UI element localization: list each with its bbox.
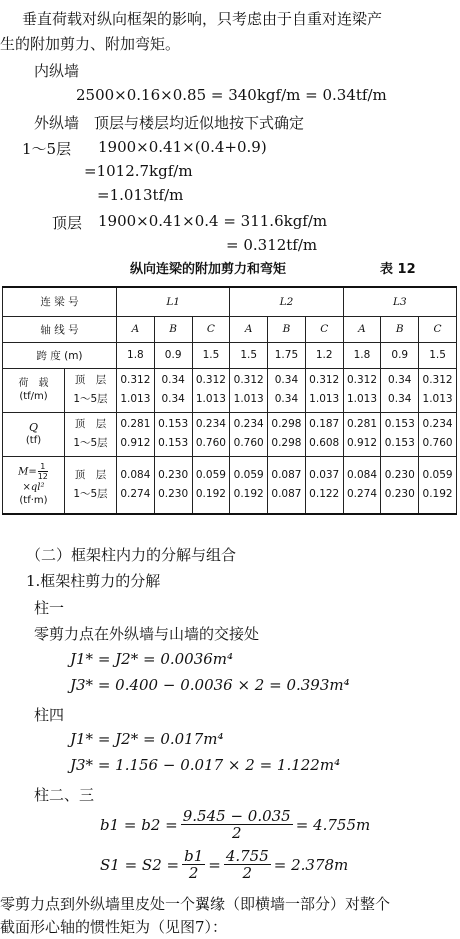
moment-top-value: 0.037	[309, 468, 340, 481]
moment-cell	[381, 456, 419, 514]
load-floor-value: 1.013	[120, 393, 151, 405]
moment-cell	[343, 456, 381, 514]
inner-wall-equation: 2500×0.16×0.85 = 340kgf/m = 0.34tf/m	[76, 86, 387, 104]
load-top-value: 0.312	[309, 374, 340, 386]
moment-frac-den: 12	[37, 472, 48, 482]
section-heading: （二）框架柱内力的分解与组合	[26, 546, 237, 564]
s-rhs: = 2.378m	[273, 855, 349, 874]
moment-floor-value: 0.274	[346, 487, 377, 500]
column-one-eq2: J3* = 0.400 − 0.0036 × 2 = 0.393m⁴	[70, 676, 350, 694]
load-cell	[268, 368, 306, 412]
shear-top-value: 0.187	[309, 418, 340, 430]
load-label: 荷 载	[18, 378, 49, 389]
moment-floor-value: 0.192	[233, 487, 264, 500]
shear-floor-value: 0.912	[346, 437, 377, 449]
column-one-eq1: J1* = J2* = 0.0036m⁴	[70, 650, 234, 668]
b-numerator: 9.545 − 0.035	[182, 807, 291, 825]
shear-top-value: 0.234	[195, 418, 226, 430]
s-equals: =	[208, 855, 221, 874]
moment-cell	[305, 456, 343, 514]
load-top-value: 0.312	[346, 374, 377, 386]
outer-eq-a: 1900×0.41×(0.4+0.9)	[98, 138, 267, 156]
shear-top-value: 0.281	[120, 418, 151, 430]
load-cell	[154, 368, 192, 412]
moment-top-value: 0.084	[120, 468, 151, 481]
b-denominator: 2	[231, 824, 242, 842]
moment-ql: ×ql²	[22, 482, 45, 494]
section-subheading: 1.框架柱剪力的分解	[26, 572, 161, 590]
s-den-2: 2	[242, 864, 253, 882]
table-caption: 纵向连梁的附加剪力和弯矩	[130, 262, 287, 277]
level-floors: 1～5层	[73, 393, 108, 405]
load-floor-value: 0.34	[161, 393, 185, 405]
shear-floor-value: 0.608	[309, 437, 340, 449]
span-cell: 0.9	[154, 342, 192, 368]
shear-floor-value: 0.153	[384, 437, 415, 449]
shear-floor-value: 0.298	[271, 437, 302, 449]
column-four-eq1: J1* = J2* = 0.017m⁴	[70, 730, 224, 748]
span-cell: 1.5	[419, 342, 457, 368]
shear-top-value: 0.281	[346, 418, 377, 430]
shear-label: Q	[28, 421, 39, 434]
shear-cell	[117, 412, 155, 456]
intro-line-1: 垂直荷载对纵向框架的影响，只考虑由于自重对连梁产	[22, 10, 383, 28]
axis-cell: A	[343, 316, 381, 342]
moment-unit: (tf·m)	[19, 495, 48, 507]
load-floor-value: 1.013	[422, 393, 453, 405]
shear-top-value: 0.153	[384, 418, 415, 430]
load-cell	[343, 368, 381, 412]
shear-top-value: 0.234	[233, 418, 264, 430]
s-fraction-1	[182, 848, 205, 881]
span-cell: 1.8	[343, 342, 381, 368]
top-floor-result: = 0.312tf/m	[226, 236, 318, 254]
moment-top-value: 0.059	[195, 468, 226, 481]
inner-wall-label: 内纵墙	[34, 62, 80, 80]
moment-cell	[230, 456, 268, 514]
level-floors: 1～5层	[73, 437, 108, 449]
beam-header: L3	[343, 287, 456, 316]
shear-top-value: 0.153	[158, 418, 189, 430]
s-num-2: 4.755	[225, 847, 269, 865]
s-num-1: b1	[184, 847, 204, 865]
level-top: 顶 层	[74, 468, 107, 481]
moment-floor-value: 0.122	[309, 487, 340, 500]
level-top: 顶 层	[74, 418, 107, 430]
span-cell: 1.8	[117, 342, 155, 368]
span-cell: 1.5	[230, 342, 268, 368]
moment-cell	[192, 456, 230, 514]
load-floor-value: 1.013	[233, 393, 264, 405]
column-four-label: 柱四	[34, 706, 65, 724]
shear-floor-value: 0.760	[422, 437, 453, 449]
moment-label: M=	[18, 466, 37, 478]
span-cell: 1.5	[192, 342, 230, 368]
shear-floor-value: 0.153	[158, 437, 189, 449]
load-cell	[381, 368, 419, 412]
load-top-value: 0.312	[120, 374, 151, 386]
closing-line-1: 零剪力点到外纵墙里皮处一个翼缘（即横墙一部分）对整个	[0, 895, 391, 913]
table-number: 表 12	[380, 262, 416, 277]
shear-label-cell	[3, 412, 65, 456]
shear-unit: (tf)	[25, 435, 42, 446]
load-floor-value: 0.34	[274, 393, 299, 405]
beam-header: L2	[230, 287, 343, 316]
row-axis-label: 轴 线 号	[3, 316, 117, 342]
moment-top-value: 0.230	[384, 468, 415, 481]
shear-floor-value: 0.912	[120, 437, 151, 449]
shear-cell	[343, 412, 381, 456]
shear-cell	[305, 412, 343, 456]
load-floor-value: 1.013	[195, 393, 226, 405]
load-cell	[117, 368, 155, 412]
shear-cell	[419, 412, 457, 456]
moment-cell	[419, 456, 457, 514]
moment-top-value: 0.059	[422, 468, 453, 481]
moment-floor-value: 0.230	[384, 487, 415, 500]
shear-cell	[268, 412, 306, 456]
load-cell	[305, 368, 343, 412]
moment-floor-value: 0.087	[271, 487, 302, 500]
b-equation	[100, 808, 370, 841]
shear-floor-value: 0.760	[195, 437, 226, 449]
moment-label-cell	[3, 456, 65, 514]
load-top-value: 0.34	[388, 374, 412, 386]
s-fraction-2	[224, 848, 271, 881]
s-den-1: 2	[188, 864, 199, 882]
moment-floor-value: 0.274	[120, 487, 151, 500]
level-top: 顶 层	[74, 374, 107, 386]
axis-cell: B	[268, 316, 306, 342]
outer-eq-c: =1.013tf/m	[97, 186, 184, 204]
moment-top-value: 0.230	[158, 468, 189, 481]
axis-cell: A	[117, 316, 155, 342]
span-cell: 1.75	[268, 342, 306, 368]
beam-table	[2, 286, 457, 515]
load-floor-value: 0.34	[388, 393, 412, 405]
columns-two-three-label: 柱二、三	[34, 786, 95, 804]
b-rhs: = 4.755m	[295, 815, 371, 834]
shear-cell	[230, 412, 268, 456]
moment-formula	[5, 462, 62, 481]
column-four-eq2: J3* = 1.156 − 0.017 × 2 = 1.122m⁴	[70, 756, 341, 774]
load-top-value: 0.34	[161, 374, 185, 386]
s-lhs: S1 = S2 =	[100, 855, 180, 874]
span-cell: 1.2	[305, 342, 343, 368]
moment-cell	[117, 456, 155, 514]
span-cell: 0.9	[381, 342, 419, 368]
moment-floor-value: 0.192	[195, 487, 226, 500]
moment-floor-value: 0.230	[158, 487, 189, 500]
axis-cell: A	[230, 316, 268, 342]
axis-cell: B	[381, 316, 419, 342]
load-cell	[419, 368, 457, 412]
top-floor-label: 顶层	[52, 214, 83, 232]
level-floors: 1～5层	[73, 487, 108, 500]
load-cell	[192, 368, 230, 412]
load-unit: (tf/m)	[19, 391, 48, 402]
axis-cell: C	[419, 316, 457, 342]
level-cell	[65, 368, 117, 412]
axis-cell: C	[192, 316, 230, 342]
level-cell	[65, 412, 117, 456]
intro-line-2: 生的附加剪力、附加弯矩。	[0, 35, 181, 53]
shear-floor-value: 0.760	[233, 437, 264, 449]
moment-top-value: 0.087	[271, 468, 302, 481]
beam-header: L1	[117, 287, 230, 316]
column-one-description: 零剪力点在外纵墙与山墙的交接处	[34, 625, 260, 643]
load-floor-value: 1.013	[309, 393, 340, 405]
moment-cell	[154, 456, 192, 514]
moment-floor-value: 0.192	[422, 487, 453, 500]
floors-label: 1～5层	[22, 140, 72, 158]
axis-cell: B	[154, 316, 192, 342]
column-one-label: 柱一	[34, 599, 65, 617]
load-top-value: 0.312	[195, 374, 226, 386]
row-beam-label: 连 梁 号	[3, 287, 117, 316]
moment-cell	[268, 456, 306, 514]
shear-top-value: 0.298	[271, 418, 302, 430]
moment-top-value: 0.084	[346, 468, 377, 481]
shear-cell	[154, 412, 192, 456]
shear-cell	[192, 412, 230, 456]
axis-cell: C	[305, 316, 343, 342]
load-top-value: 0.34	[274, 374, 299, 386]
load-top-value: 0.312	[422, 374, 453, 386]
outer-eq-b: =1012.7kgf/m	[84, 162, 193, 180]
load-label-cell	[3, 368, 65, 412]
load-floor-value: 1.013	[346, 393, 377, 405]
row-span-label: 跨 度 (m)	[3, 342, 117, 368]
outer-wall-label: 外纵墙 顶层与楼层均近似地按下式确定	[34, 114, 305, 132]
moment-fraction	[38, 462, 48, 481]
closing-line-2: 截面形心轴的惯性矩为（见图7）：	[0, 918, 228, 936]
b-fraction	[181, 808, 293, 841]
moment-frac-num: 1	[38, 462, 48, 472]
load-top-value: 0.312	[233, 374, 264, 386]
top-floor-eq: 1900×0.41×0.4 = 311.6kgf/m	[98, 212, 328, 230]
moment-top-value: 0.059	[233, 468, 264, 481]
shear-top-value: 0.234	[422, 418, 453, 430]
load-cell	[230, 368, 268, 412]
s-equation	[100, 848, 348, 881]
b-lhs: b1 = b2 =	[100, 815, 178, 834]
shear-cell	[381, 412, 419, 456]
level-cell	[65, 456, 117, 514]
